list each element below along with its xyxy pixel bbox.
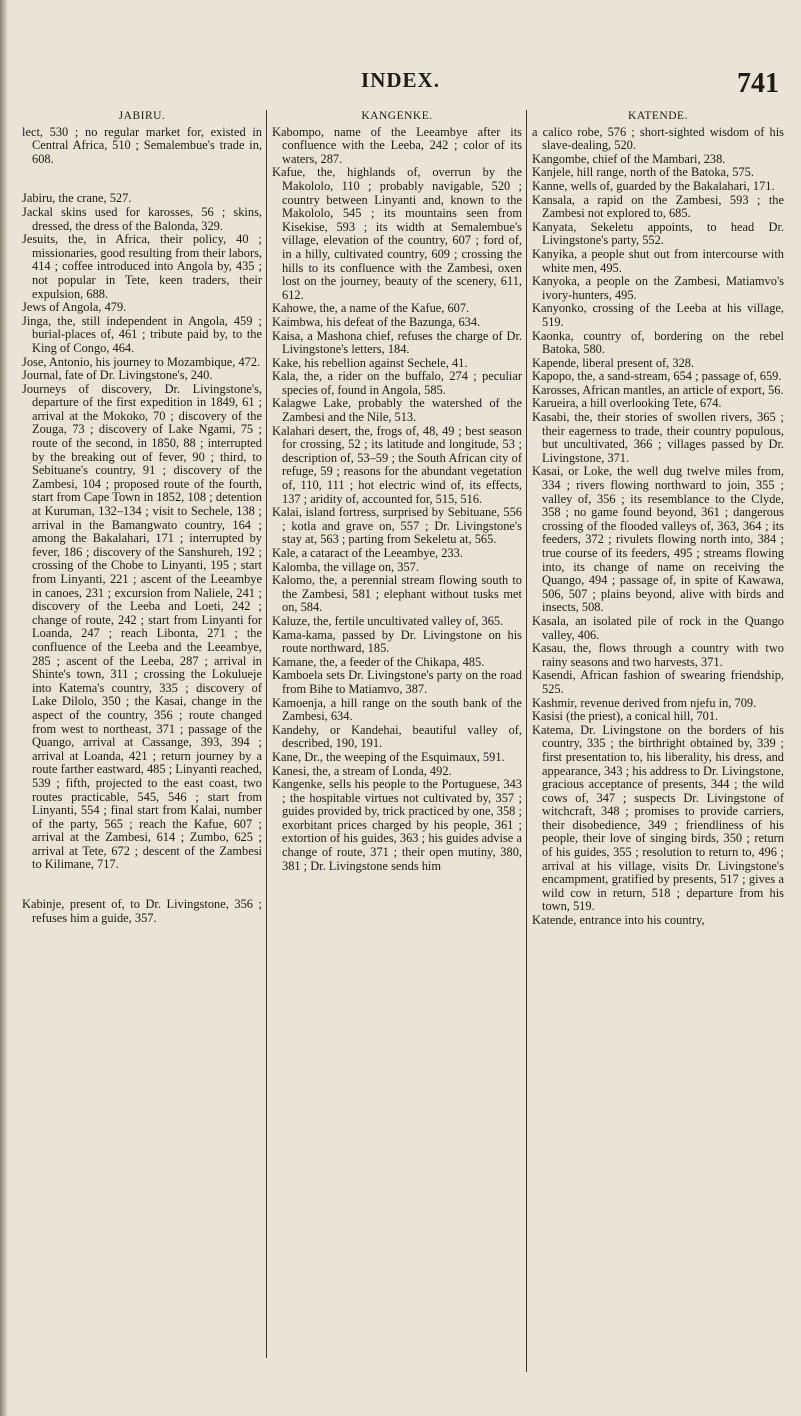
index-entry: Kanyika, a people shut out from intercourse with white men, 495. — [532, 246, 784, 275]
index-entry: Kapopo, the, a sand-stream, 654 ; passage of, 659. — [532, 369, 782, 384]
index-entry: Kamboela sets Dr. Livingstone's party on the road from Bihe to Matiamvo, 387. — [272, 668, 522, 696]
index-entry: Kapende, liberal present of, 328. — [532, 355, 695, 370]
index-entry: Jackal skins used for karosses, 56 ; skins, dressed, the dress of the Balonda, 329. — [22, 204, 262, 233]
index-entry: Jose, Antonio, his journey to Mozambique, 472. — [22, 354, 261, 369]
index-entry: Kaonka, country of, bordering on the rebel Batoka, 580. — [532, 328, 784, 357]
running-head: KATENDE. — [628, 110, 688, 122]
index-entry: Kanesi, the, a stream of Londa, 492. — [272, 763, 452, 778]
index-entry: Kangenke, sells his people to the Portuguese, 343 ; the hospitable virtues not cultivated by, 357 ; guides provided by, trick practiced by one, 358 ; exorbitant prices charged by his people, 361 ; extortion of his guides, 363 ; his guides advise a change of route, 371 ; their open mutiny, 380, 381 ; Dr. Livingstone sends him — [272, 777, 522, 873]
index-entry: Katende, entrance into his country, — [532, 913, 705, 928]
index-entry: Kaluze, the, fertile uncultivated valley of, 365. — [272, 613, 504, 628]
index-entry: Kandehy, or Kandehai, beautiful valley of, described, 190, 191. — [272, 722, 522, 751]
spacer — [22, 872, 262, 898]
page-title: INDEX. — [361, 68, 440, 92]
index-column-1 — [22, 110, 262, 925]
index-entry: Journal, fate of Dr. Livingstone's, 240. — [22, 368, 213, 383]
index-entry: Jabiru, the crane, 527. — [22, 191, 132, 206]
index-column-2 — [272, 110, 522, 873]
index-entry: Jesuits, the, in Africa, their policy, 40 ; missionaries, good resulting from their labors, 414 ; coffee introduced into Angola by, 435 ; not popular in Tete, keen traders, their expulsion, 688. — [22, 232, 262, 301]
column-divider — [526, 110, 527, 1372]
spacer — [22, 166, 262, 192]
index-entry: Kalahari desert, the, frogs of, 48, 49 ; best season for crossing, 52 ; its latitude and longitude, 53 ; description of, 53–59 ; the South African city of refuge, 59 ; reasons for the abundant vegetation of, 110, 111 ; hot electric wind of, its effects, 137 ; aridity of, accounted for, 515, 516. — [272, 423, 522, 506]
index-entry: Kane, Dr., the weeping of the Esquimaux, 591. — [272, 749, 505, 764]
index-entry: Kanyonko, crossing of the Leeba at his village, 519. — [532, 301, 784, 329]
index-entry: Kamoenja, a hill range on the south bank of the Zambesi, 634. — [272, 695, 522, 724]
index-entry: Kansala, a rapid on the Zambesi, 593 ; the Zambesi not explored to, 685. — [532, 192, 784, 221]
index-entry: Journeys of discovery, Dr. Livingstone's, departure of the first expedition in 1849, 61 ; arrival at the Mokoko, 70 ; discovery of the Zouga, 73 ; discovery of Lake Ngami, 75 ; route of the second, in 1850, 88 ; interrupted by the breaking out of fever, 90 ; third, to Sebituane's country, 91 ; discovery of the Zambesi, 104 ; proposed route of the fourth, start from Cape Town in 1852, 108 ; detention at Kuruman, 132–134 ; visit to Sechele, 138 ; arrival in the Bamangwato country, 164 ; among the Bakalahari, 171 ; interrupted by fever, 186 ; discovery of the Sanshureh, 192 ; crossing of the Chobe to Linyanti, 195 ; start from Linyanti, 221 ; ascent of the Leeambye in canoes, 231 ; excursion from Naliele, 241 ; discovery of the Leeba and Loeti, 242 ; change of route, 242 ; start from Linyanti for Loanda, 247 ; reach Libonta, 271 ; the confluence of the Leeba and the Leeambye, 285 ; ascent of the Leeba, 287 ; arrival in Shinte's town, 311 ; crossing the Lokulueje into Katema's country, 335 ; discovery of Lake Dilolo, 350 ; the Kasai, change in the aspect of the country, 356 ; route changed from west to northeast, 371 ; passage of the Quango, arrival at Cassange, 393, 394 ; arrival at Loanda, 421 ; return journey by a route farther eastward, 485 ; Linyanti reached, 539 ; fifth, projected to the east coast, two routes practicable, 545, 546 ; start from Linyanti, 554 ; final start from Kalai, number of the party, 565 ; reach the Kafue, 607 ; arrival at the Zambesi, 614 ; Zumbo, 625 ; arrival at Tete, 672 ; descent of the Zambesi to Kilimane, 717. — [22, 381, 262, 872]
index-entry: Kalagwe Lake, probably the watershed of the Zambesi and the Nile, 513. — [272, 396, 522, 425]
index-entry: Kabompo, name of the Leeambye after its confluence with the Leeba, 242 ; color of its waters, 287. — [272, 124, 522, 166]
index-entry: Kake, his rebellion against Sechele, 41. — [272, 355, 468, 370]
index-entry: Kafue, the, highlands of, overrun by the Makololo, 110 ; probably navigable, 520 ; country between Linyanti and, known to the Makololo, 545 ; its mountains seen from Kisekise, 593 ; its width at Semalembue's village, elevation of the country, 607 ; ford of, in a hilly, cultivated country, 609 ; crossing the hills to its confluence with the Zambesi, oxen lost on the journey, beauty of the scenery, 611, 612. — [272, 165, 522, 302]
index-entry: lect, 530 ; no regular market for, existed in Central Africa, 510 ; Semalembue's trade in, 608. — [22, 124, 262, 166]
index-entry: Jinga, the, still independent in Angola, 459 ; burial-places of, 461 ; tribute paid by, to the King of Congo, 464. — [22, 313, 262, 355]
index-entry: Kasai, or Loke, the well dug twelve miles from, 334 ; rivers flowing northward to join, 355 ; valley of, 356 ; its resemblance to the Clyde, 358 ; no game found beyond, 361 ; dangerous crossing of the flooded valleys of, 363, 364 ; its feeders, 372 ; rivulets flowing north into, 384 ; true course of its feeders, 495 ; streams flowing into, its change of name on receiving the Quango, 494 ; passage of, in spite of Kawawa, 506, 507 ; plains beyond, alive with birds and insects, 508. — [532, 464, 784, 615]
index-entry: Kahowe, the, a name of the Kafue, 607. — [272, 301, 470, 316]
index-entry: Kalomba, the village on, 357. — [272, 559, 419, 574]
index-entry: Kama-kama, passed by Dr. Livingstone on his route northward, 185. — [272, 627, 522, 656]
index-entry: Katema, Dr. Livingstone on the borders of his country, 335 ; the birthright obtained by, 339 ; first presentation to, his liberality, his dress, and appearance, 343 ; his address to Dr. Livingstone, gracious acceptance of presents, 344 ; the wild cows of, 347 ; suspects Dr. Livingstone of witchcraft, 348 ; promises to provide carriers, their disobedience, 349 ; friendliness of his people, their love of singing birds, 350 ; return of his guides, 355 ; resolution to return to, 496 ; arrival at his village, visits Dr. Livingstone's encampment, gratified by presents, 517 ; gives a wild cow in return, 518 ; departure from his town, 519. — [532, 722, 784, 914]
index-entry: Kanyata, Sekeletu appoints, to head Dr. Livingstone's party, 552. — [532, 219, 784, 248]
index-entry: Karueira, a hill overlooking Tete, 674. — [532, 396, 722, 411]
index-entry: a calico robe, 576 ; short-sighted wisdom of his slave-dealing, 520. — [532, 124, 784, 153]
running-head: KANGENKE. — [361, 110, 433, 122]
index-entry: Kanyoka, a people on the Zambesi, Matiamvo's ivory-hunters, 495. — [532, 274, 784, 302]
index-entry: Kasendi, African fashion of swearing friendship, 525. — [532, 668, 784, 696]
index-entry: Kasisi (the priest), a conical hill, 701. — [532, 709, 719, 724]
index-entry: Kalai, island fortress, surprised by Sebituane, 556 ; kotla and grave on, 557 ; Dr. Livingstone's stay at, 563 ; parting from Sekeletu at, 565. — [272, 505, 522, 547]
index-entry: Kaisa, a Mashona chief, refuses the charge of Dr. Livingstone's letters, 184. — [272, 328, 522, 357]
page-number: 741 — [737, 68, 779, 99]
index-entry: Kangombe, chief of the Mambari, 238. — [532, 151, 726, 166]
index-entry: Kasabi, the, their stories of swollen rivers, 365 ; their eagerness to trade, their country populous, but uncultivated, 366 ; villages passed by Dr. Livingstone, 371. — [532, 410, 784, 465]
index-entry: Kasala, an isolated pile of rock in the Quango valley, 406. — [532, 613, 784, 642]
column-divider — [266, 110, 267, 1358]
page-header — [0, 68, 801, 108]
index-entry: Jews of Angola, 479. — [22, 300, 127, 315]
index-entry: Kabinje, present of, to Dr. Livingstone, 356 ; refuses him a guide, 357. — [22, 897, 262, 925]
index-entry: Kasau, the, flows through a country with two rainy seasons and two harvests, 371. — [532, 641, 784, 669]
index-entry: Kaimbwa, his defeat of the Bazunga, 634. — [272, 314, 481, 329]
index-entry: Kale, a cataract of the Leeambye, 233. — [272, 546, 463, 560]
page-binding-shadow — [0, 0, 8, 1416]
running-head: JABIRU. — [118, 110, 166, 122]
index-entry: Kala, the, a rider on the buffalo, 274 ; peculiar species of, found in Angola, 585. — [272, 369, 522, 397]
index-entry: Kanne, wells of, guarded by the Bakalahari, 171. — [532, 178, 775, 193]
index-entry: Kalomo, the, a perennial stream flowing south to the Zambesi, 581 ; elephant without tusks met on, 584. — [272, 573, 522, 615]
index-column-3 — [532, 110, 784, 928]
index-entry: Karosses, African mantles, an article of export, 56. — [532, 382, 784, 397]
index-entry: Kanjele, hill range, north of the Batoka, 575. — [532, 165, 754, 180]
index-entry: Kashmir, revenue derived from njefu in, 709. — [532, 695, 757, 710]
index-entry: Kamane, the, a feeder of the Chikapa, 485. — [272, 654, 485, 669]
